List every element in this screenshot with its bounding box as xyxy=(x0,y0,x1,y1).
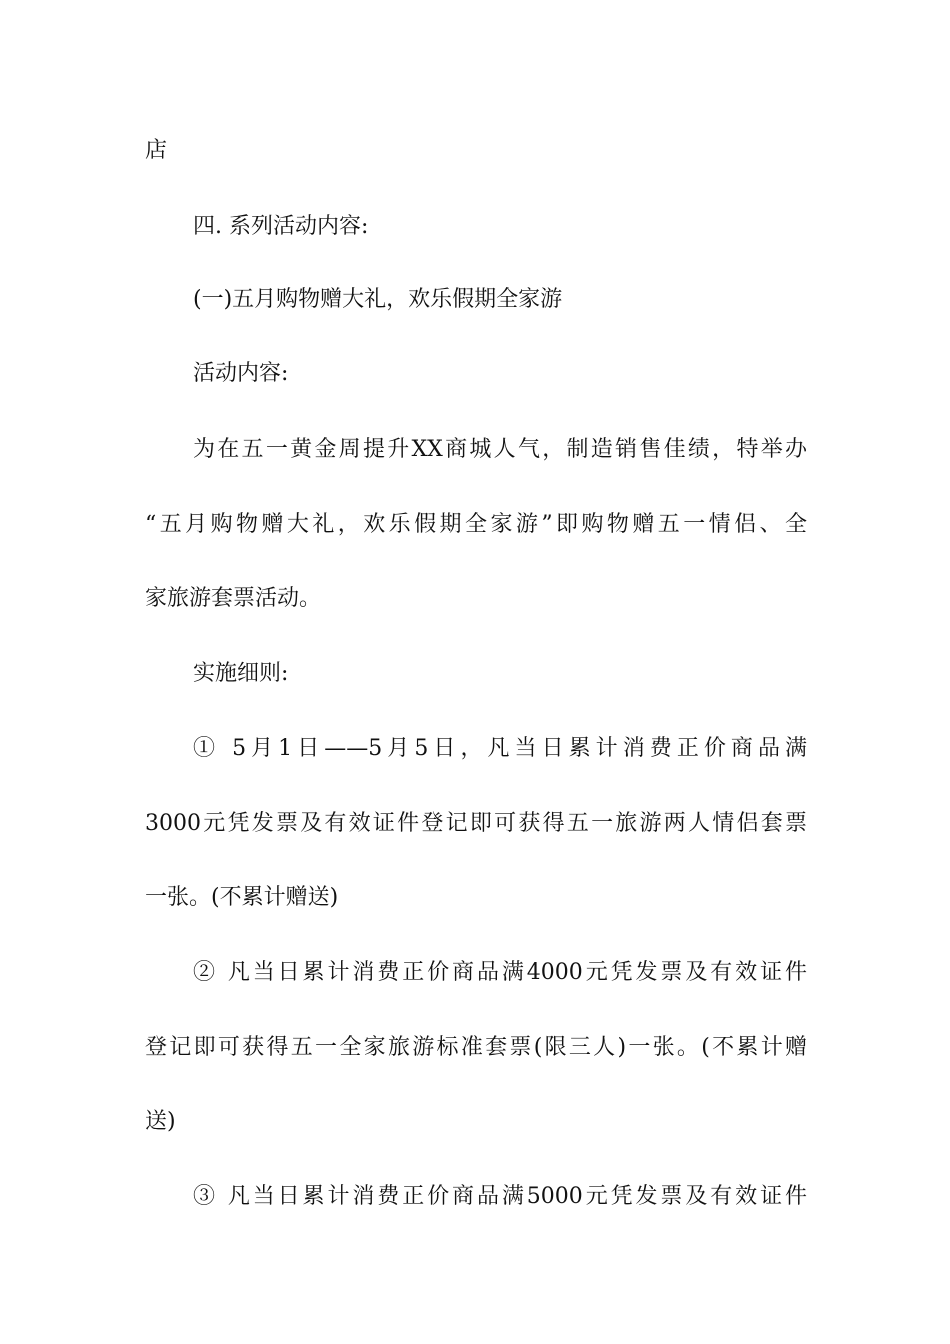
label-implementation-rules: 实施细则: xyxy=(193,661,289,686)
rule-item-3: ③ 凡当日累计消费正价商品满5000元凭发票及有效证件 xyxy=(193,1184,807,1209)
rule-item-1: ① 5月1日——5月5日，凡当日累计消费正价商品满 xyxy=(193,736,807,761)
paragraph-line: 家旅游套票活动。 xyxy=(145,586,322,611)
rule-item-1-line: 一张。(不累计赠送) xyxy=(145,885,339,910)
label-activity-content: 活动内容: xyxy=(193,361,289,386)
rule-item-2-line: 送) xyxy=(145,1109,176,1134)
subsection-heading: (一)五月购物赠大礼，欢乐假期全家游 xyxy=(193,287,563,312)
text-line-continuation: 店 xyxy=(145,138,168,163)
rule-item-2-line: 登记即可获得五一全家旅游标准套票(限三人)一张。(不累计赠 xyxy=(145,1035,807,1060)
paragraph-line: 为在五一黄金周提升XX商城人气，制造销售佳绩，特举办 xyxy=(193,437,807,462)
section-heading: 四. 系列活动内容: xyxy=(193,214,369,239)
rule-item-2: ② 凡当日累计消费正价商品满4000元凭发票及有效证件 xyxy=(193,960,807,985)
rule-item-1-line: 3000元凭发票及有效证件登记即可获得五一旅游两人情侣套票 xyxy=(145,811,807,836)
paragraph-line: “五月购物赠大礼，欢乐假期全家游”即购物赠五一情侣、全 xyxy=(145,512,807,537)
